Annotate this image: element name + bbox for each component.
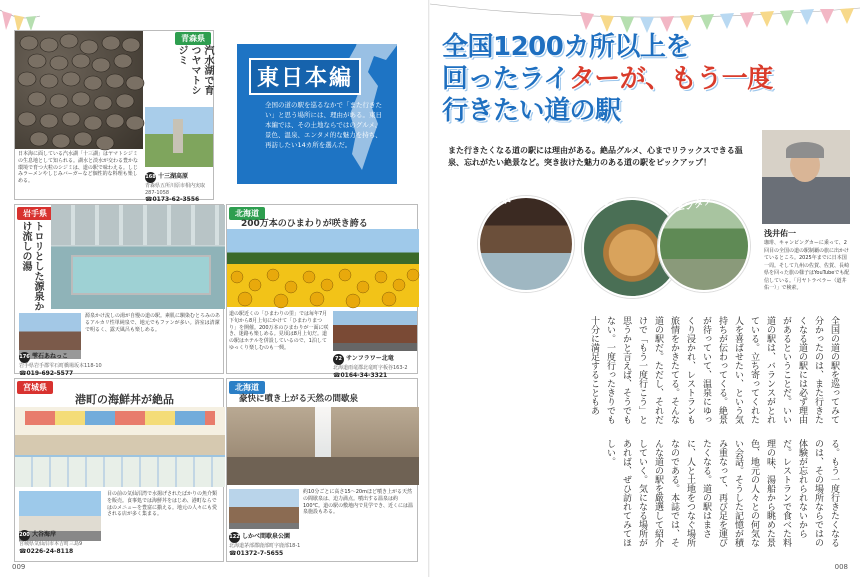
- station-tel: ☎0164-34-3321: [333, 371, 388, 379]
- sunflower-caption: 道の駅近くの「ひまわりの里」では毎年7月下旬から8月上旬にかけて「ひまわりまつり」を開催。200万本のひまわりが一面に咲き、迷路も楽しめる。見頃は8月上旬だ。道の駅はホテルを併設しているので、1泊してゆっくり楽しむのも一興。: [229, 311, 329, 351]
- tower-photo: [145, 107, 213, 167]
- article-body: 全国の道の駅を巡ってみて分かったのは、また行きたくなる道の駅には必ず理由があるということだ。いい道の駅は、バランスがとれている。立ち寄ってくれた人を喜ばせたい、という気持ちが伝わってくる。絶景が待っていて、温泉にゆっくり浸かれ、レストランも旅情をかきたてる。そんな道の駅だ。ただし、それだけで「もう一度行こう」と思うかと言えば、そうでもない。一度行ったきりでも十分に満足することもある。もう一度行きたくなるのは、その場所ならではの体験が忘れられないからだ。レストランで食べた料理の味、湯船から眺めた景色、地元の人々との何気ない会話。そうした記憶が積み重なって、再び足を運びたくなる。道の駅はまさに、人と土地をつなぐ場所なのである。本誌では、そんな道の駅を厳選して紹介していく。気になる場所があれば、ぜひ訪れてみてほしい。: [589, 316, 839, 547]
- aomori-station-info: [145, 171, 213, 203]
- iwate-card: [14, 204, 224, 377]
- onsen-label: 温泉: [489, 193, 512, 210]
- station-number: 200: [19, 530, 30, 541]
- iwate-title: トロリとした源泉かけ流しの湯: [20, 221, 43, 311]
- pref-badge-hokkaido: 北海道: [229, 207, 265, 220]
- station-address: 宮城県気仙沼市本吉町三島9: [19, 541, 83, 547]
- east-japan-title: 東日本編: [249, 58, 361, 95]
- station-address: 岩手県岩手郡雫石町橋場坂本118-10: [19, 363, 102, 369]
- geyser-title: 豪快に噴き上がる天然の間歇泉: [239, 394, 359, 404]
- hotel-photo: [333, 311, 417, 351]
- geyser-building-photo: [229, 489, 299, 529]
- miyagi-station-info: [19, 529, 159, 555]
- japan-map-icon: [332, 24, 402, 174]
- east-japan-box: [237, 44, 397, 184]
- station-tel: ☎019-692-5577: [19, 369, 74, 377]
- station-number: 176: [19, 352, 30, 363]
- author-name: 浅井佑一: [764, 229, 796, 238]
- geyser-caption: 約10分ごとに高さ15〜20mほど噴き上がる天然の間歇泉は、迫力満点。噴出する温泉は約100℃。道の駅の敷地内で見学でき、近くには温泉施設もある。: [303, 489, 413, 516]
- title-line-2b: ターが、もう一度: [568, 63, 773, 94]
- title-line-2a: 回ったライ: [442, 63, 569, 94]
- hokkaido-sunflower-card: [226, 204, 418, 379]
- station-tel: ☎0173-62-3556: [145, 196, 200, 203]
- east-japan-text: 全国の道の駅を巡るなかで「また行きたい」と思う場所には、理由がある。東日本編では、その土地ならではのグルメ、景色、温泉、エンタメ的な魅力を持ち、再訪したい14カ所を選んだ。: [265, 101, 382, 150]
- station-number: 168: [145, 172, 156, 183]
- station-number: 72: [333, 354, 344, 365]
- geyser-photo: [227, 407, 419, 485]
- sunflower-title: 200万本のひまわりが咲き誇る: [241, 219, 368, 229]
- page-number-left: 009: [12, 563, 26, 571]
- title-line-3: 行きたい道の駅: [442, 95, 621, 126]
- entame-label: エンタメ: [673, 195, 715, 216]
- sunflower-photo: [227, 229, 419, 307]
- aomori-caption: 日本海に面している汽水湖「十三湖」はヤマトシジミの生息地として知られる。湖水と淡水が交わる豊かな環境で育つ大粒のシジミは、道の駅で味わえる。しじみラーメンやしじみバーガーなど個性的な料理も楽しめる。: [18, 151, 139, 184]
- pref-badge-aomori: 青森県: [175, 32, 211, 45]
- entame-photo: [658, 200, 750, 292]
- onsen-photo: [478, 196, 574, 292]
- station-name: 雫石あねっこ: [32, 353, 69, 360]
- hokkaido-geyser-card: [226, 378, 418, 562]
- pref-badge-hokkaido-2: 北海道: [229, 381, 265, 394]
- station-tel: ☎01372-7-5655: [229, 549, 284, 557]
- station-name: しかべ間歇泉公園: [242, 533, 291, 540]
- miyagi-title: 港町の海鮮丼が絶品: [75, 393, 174, 406]
- station-name: 十三湖高原: [158, 173, 189, 180]
- miyagi-card: [14, 378, 224, 562]
- page-number-right: 008: [834, 563, 848, 571]
- station-number: 122: [229, 532, 240, 543]
- author-photo: [762, 130, 850, 224]
- market-photo: [15, 407, 225, 487]
- pref-badge-iwate: 岩手県: [17, 207, 53, 220]
- main-title: [442, 32, 773, 128]
- bath-photo: [51, 205, 225, 309]
- station-address: 北海道茅部郡鹿部町字鹿部18-1: [229, 543, 301, 549]
- station-name: サンフラワー北竜: [346, 355, 394, 362]
- pref-badge-miyagi: 宮城県: [17, 381, 53, 394]
- aomori-title: 汽水湖で育つヤマトシジミ: [176, 45, 213, 95]
- title-line-1: 全国1200カ所以上を: [442, 32, 691, 62]
- station-tel: ☎0226-24-8118: [19, 547, 74, 555]
- geyser-station-info: [229, 531, 369, 557]
- station-name: 大谷海岸: [32, 531, 57, 538]
- station-address: 青森県五所川原市相内実取287-1058: [145, 183, 206, 196]
- gourmet-label: グルメ: [589, 194, 621, 213]
- station-address: 北海道雨竜郡北竜町字板谷163-2: [333, 365, 408, 371]
- sunflower-station-info: [333, 353, 419, 379]
- iwate-station-info: [19, 351, 159, 377]
- iwate-caption: 源泉かけ流しの湯が自慢の道の駅。素肌に馴染むとろみのあるアルカリ性単純泉で、地元でもファンが多い。浴室は清潔で明るく、露天風呂も楽しめる。: [85, 313, 221, 333]
- lead-text: また行きたくなる道の駅には理由がある。絶品グルメ、心までリラックスできる温泉、忘れがたい絶景など。突き抜けた魅力のある道の駅をピックアップ！: [448, 146, 743, 167]
- right-page: [430, 0, 860, 577]
- aomori-card: [14, 30, 214, 203]
- author-bio: 珈琲、キャンピングカーに乗って、2回目の全国の道の駅制覇の旅に出かけているところ。2025年までに日本国一周。そして九州の佐賀、佐賀、長崎県を回った旅の様子はYouTubeでも配信している。「月ヤトラベラー（道井佑一）」で検索。: [764, 240, 850, 291]
- miyagi-caption: 目の前の気仙沼湾で水揚げされたばかりの魚介類を販売。食事処では海鮮丼をはじめ、港町ならではのメニューを豊富に揃える。地元の人々にも愛される店が多く集まる。: [107, 491, 218, 518]
- shijimi-photo: [15, 31, 143, 149]
